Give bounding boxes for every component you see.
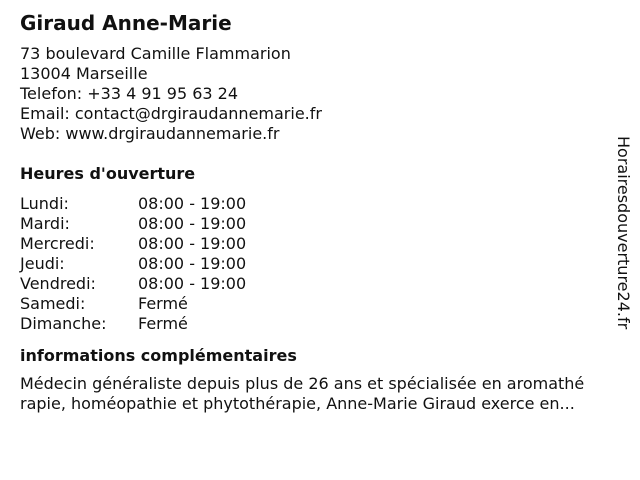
day-label: Jeudi: (20, 254, 65, 273)
day-hours: Fermé (138, 314, 188, 333)
opening-hours-heading: Heures d'ouverture (20, 164, 196, 183)
hours-row-wednesday (20, 234, 605, 254)
day-hours: 08:00 - 19:00 (138, 274, 247, 293)
contact-block (20, 44, 605, 144)
hours-row-thursday (20, 254, 605, 274)
additional-info-text (20, 374, 605, 414)
day-hours: 08:00 - 19:00 (138, 194, 247, 213)
hours-row-tuesday (20, 214, 605, 234)
day-hours: 08:00 - 19:00 (138, 254, 247, 273)
website-address: Web: www.drgiraudannemarie.fr (20, 124, 280, 143)
day-label: Vendredi: (20, 274, 96, 293)
hours-row-monday (20, 194, 605, 214)
practitioner-card (20, 10, 605, 414)
email-address: Email: contact@drgiraudannemarie.fr (20, 104, 322, 123)
day-hours: Fermé (138, 294, 188, 313)
day-hours: 08:00 - 19:00 (138, 234, 247, 253)
day-label: Mercredi: (20, 234, 95, 253)
city-postcode: 13004 Marseille (20, 64, 148, 83)
day-label: Dimanche: (20, 314, 107, 333)
info-line: Médecin généraliste depuis plus de 26 ans et spécialisée en aromathé (20, 374, 585, 393)
hours-row-saturday (20, 294, 605, 314)
phone-number: Telefon: +33 4 91 95 63 24 (20, 84, 239, 103)
day-label: Lundi: (20, 194, 69, 213)
day-label: Mardi: (20, 214, 70, 233)
hours-row-sunday (20, 314, 605, 334)
practitioner-name: Giraud Anne-Marie (20, 11, 232, 35)
site-watermark: Horairesdouverture24.fr (614, 136, 633, 330)
hours-row-friday (20, 274, 605, 294)
additional-info-heading: informations complémentaires (20, 346, 297, 365)
street-address: 73 boulevard Camille Flammarion (20, 44, 291, 63)
day-hours: 08:00 - 19:00 (138, 214, 247, 233)
info-line: rapie, homéopathie et phytothérapie, Anne-Marie Giraud exerce en... (20, 394, 575, 413)
opening-hours-table (20, 194, 605, 334)
day-label: Samedi: (20, 294, 86, 313)
